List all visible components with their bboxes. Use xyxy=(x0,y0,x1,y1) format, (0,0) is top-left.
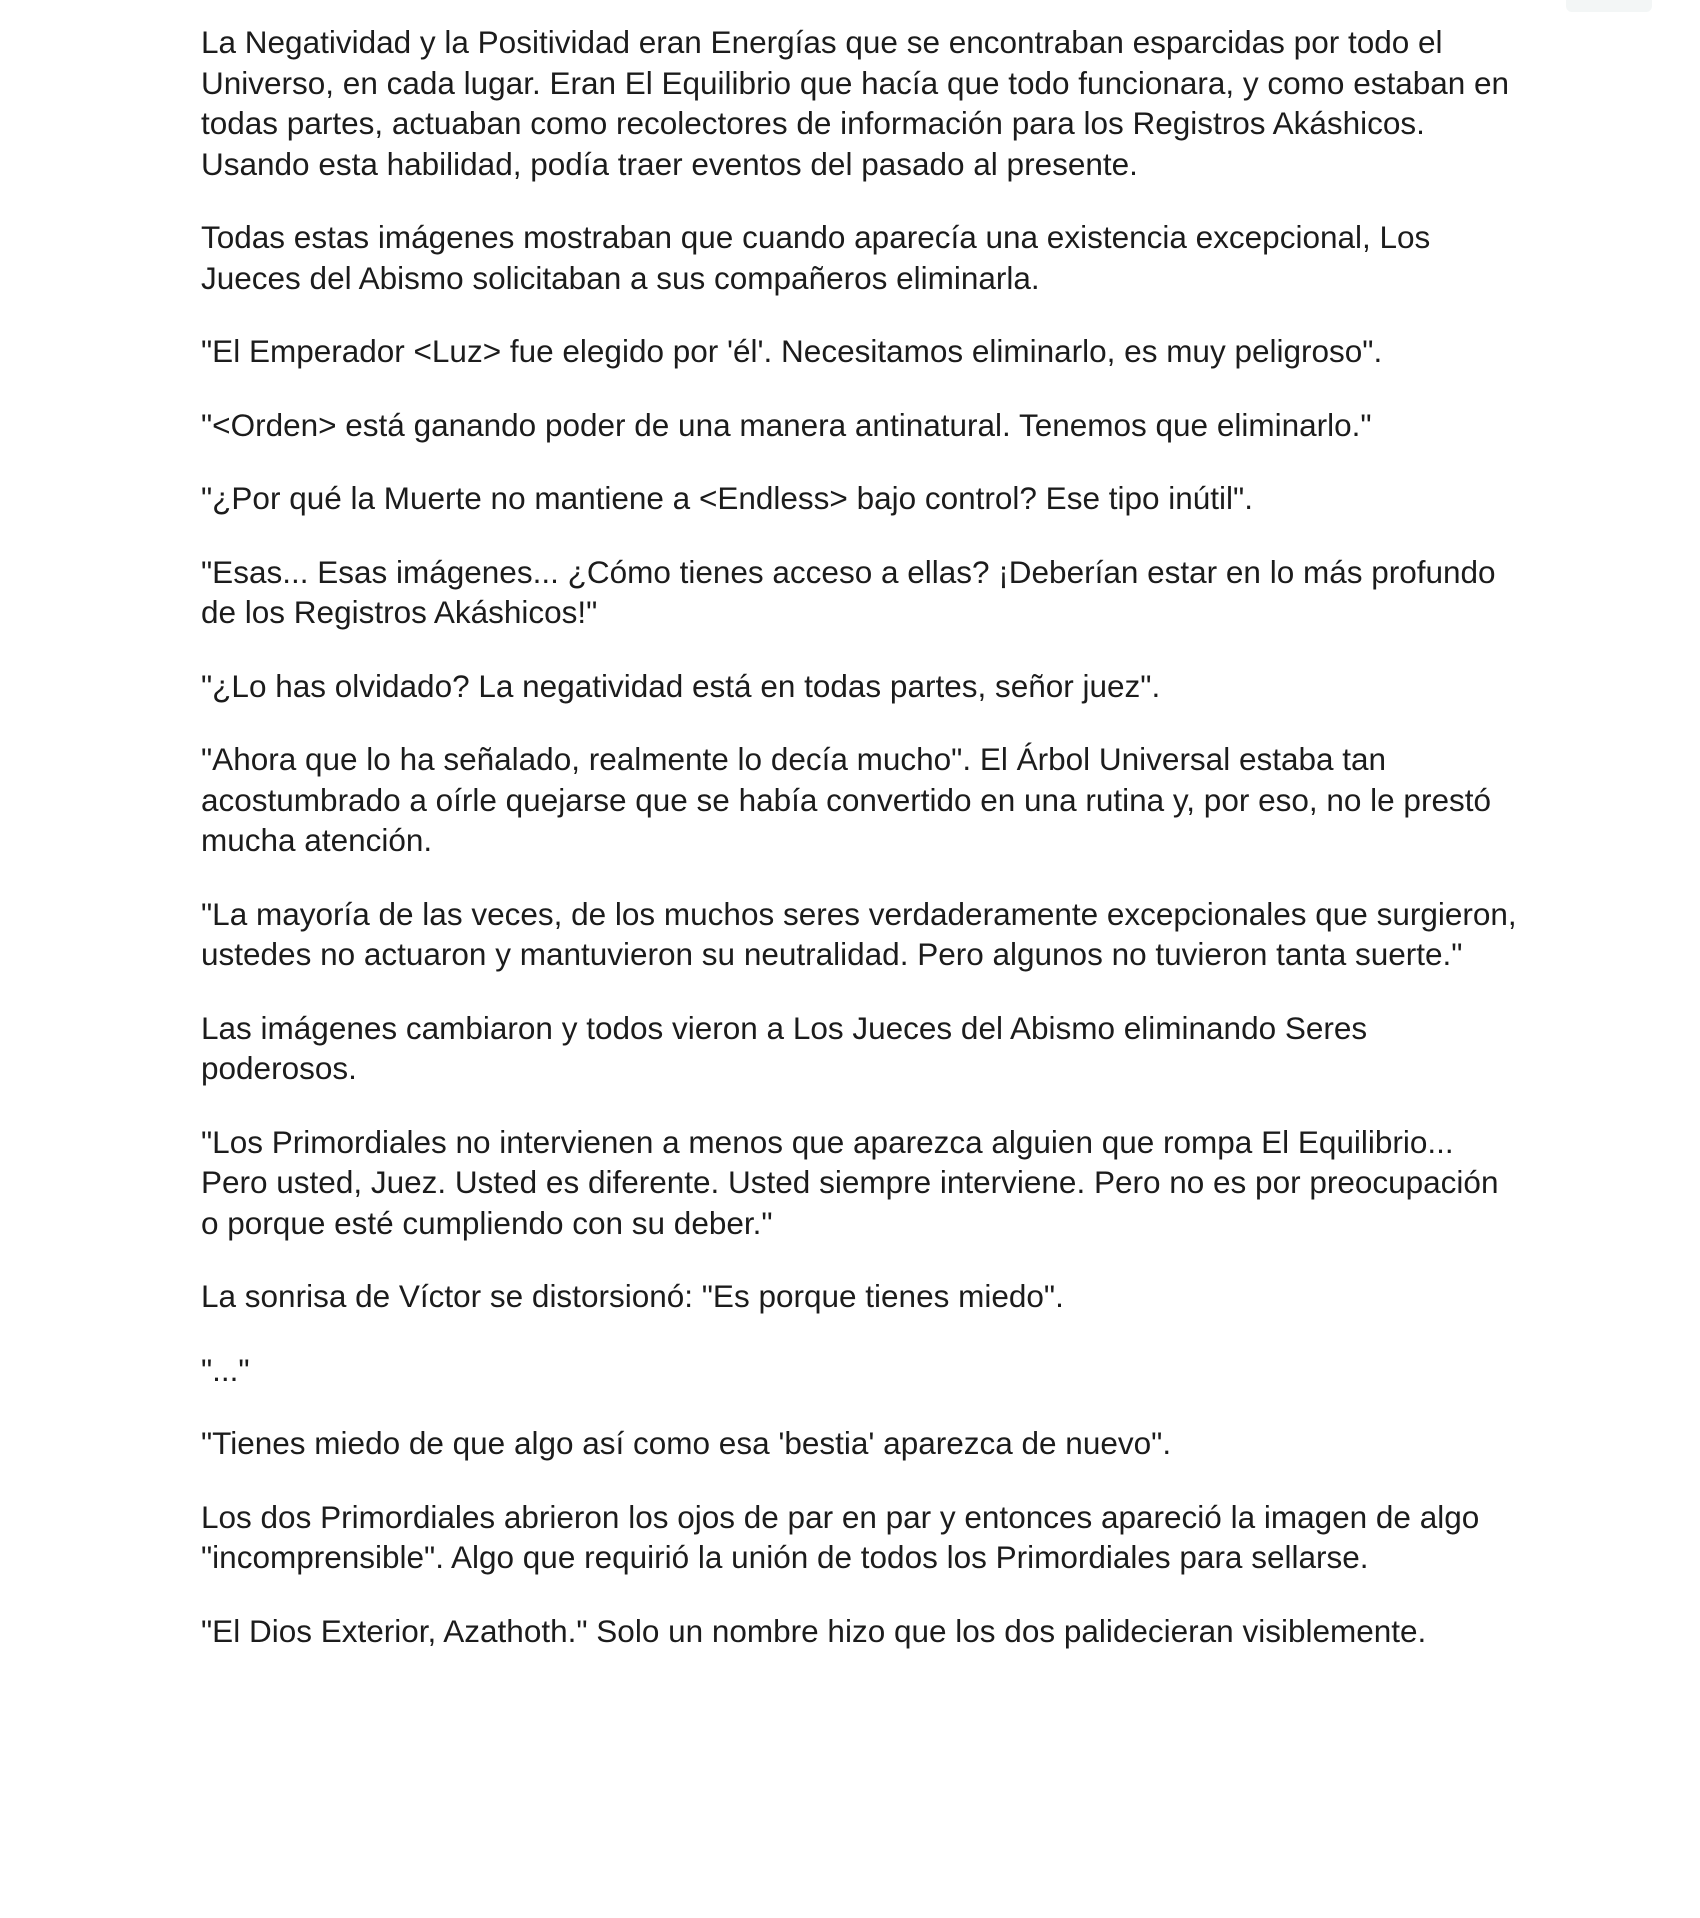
paragraph-4: "<Orden> está ganando poder de una manera antinatural. Tenemos que eliminarlo." xyxy=(201,406,1372,443)
paragraph-9: "La mayoría de las veces, de los muchos seres verdaderamente excepcionales que surgieron, ustedes no actuaron y mantuvieron su neutralidad. Pero algunos no tuvieron tanta suerte." xyxy=(201,895,1517,972)
paragraph-14: "Tienes miedo de que algo así como esa 'bestia' aparezca de nuevo". xyxy=(201,1425,1172,1461)
paragraph-16: "El Dios Exterior, Azathoth." Solo un nombre hizo que los dos palidecieran visiblemente. xyxy=(201,1612,1427,1649)
paragraph-3: "El Emperador <Luz> fue elegido por 'él'. Necesitamos eliminarlo, es muy peligroso". xyxy=(201,333,1383,369)
paragraph-12: La sonrisa de Víctor se distorsionó: "Es porque tienes miedo". xyxy=(201,1278,1064,1314)
corner-decoration xyxy=(1566,0,1652,12)
document-body xyxy=(201,22,1521,1684)
paragraph-8: "Ahora que lo ha señalado, realmente lo decía mucho". El Árbol Universal estaba tan acostumbrado a oírle quejarse que se había convertido en una rutina y, por eso, no le prestó mucha atención. xyxy=(201,741,1491,858)
paragraph-7: "¿Lo has olvidado? La negatividad está en todas partes, señor juez". xyxy=(201,667,1161,704)
paragraph-15: Los dos Primordiales abrieron los ojos de par en par y entonces apareció la imagen de algo "incomprensible". Algo que requirió la unión de todos los Primordiales para sellarse. xyxy=(201,1498,1480,1575)
paragraph-13: "..." xyxy=(201,1351,250,1388)
paragraph-2: Todas estas imágenes mostraban que cuando aparecía una existencia excepcional, Los Jueces del Abismo solicitaban a sus compañeros eliminarla. xyxy=(201,219,1431,296)
paragraph-5: "¿Por qué la Muerte no mantiene a <Endless> bajo control? Ese tipo inútil". xyxy=(201,480,1253,516)
paragraph-11: "Los Primordiales no intervienen a menos que aparezca alguien que rompa El Equilibrio... Pero usted, Juez. Usted es diferente. Usted siempre interviene. Pero no es por preocupación o porque esté cumpliendo con su deber." xyxy=(201,1123,1499,1241)
paragraph-1: La Negatividad y la Positividad eran Energías que se encontraban esparcidas por todo el Universo, en cada lugar. Eran El Equilibrio que hacía que todo funcionara, y como estaban en todas partes, actuaban como recolectores de información para los Registros Akáshicos. Usando esta habilidad, podía traer eventos del pasado al presente. xyxy=(201,24,1510,182)
paragraph-6: "Esas... Esas imágenes... ¿Cómo tienes acceso a ellas? ¡Deberían estar en lo más profundo de los Registros Akáshicos!" xyxy=(201,553,1496,630)
paragraph-10: Las imágenes cambiaron y todos vieron a Los Jueces del Abismo eliminando Seres poderosos. xyxy=(201,1009,1368,1086)
